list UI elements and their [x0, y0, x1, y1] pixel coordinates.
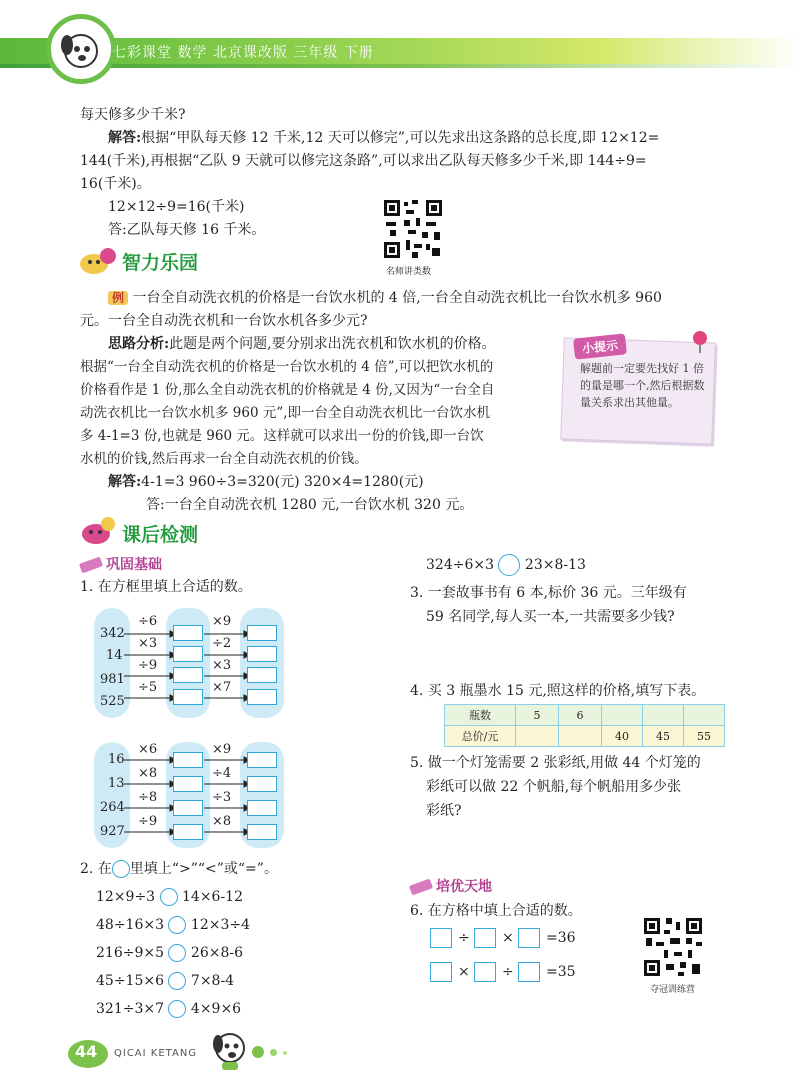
page-number: 44	[75, 1042, 98, 1061]
cell-r2-3: 40	[602, 726, 643, 747]
question-continuation: 每天修多少千米?	[80, 107, 186, 123]
d2-op1-4: ÷9	[138, 814, 158, 829]
d2-op1-2: ×8	[138, 766, 158, 781]
d2-box-a1[interactable]	[173, 752, 203, 768]
d2-box-a4[interactable]	[173, 824, 203, 840]
footer-dot-3	[283, 1051, 287, 1055]
d1-box-b3[interactable]	[247, 667, 277, 683]
cmp-top-circle[interactable]	[498, 554, 520, 576]
d1-box-b2[interactable]	[247, 646, 277, 662]
answer-label: 解答:	[108, 130, 142, 146]
cmp-5-left: 321÷3×7	[96, 1001, 164, 1017]
cell-r1-1: 5	[516, 705, 559, 726]
eq1-op-2: ×	[502, 930, 514, 946]
analysis-label: 思路分析:	[108, 336, 170, 352]
qr-code-1[interactable]	[382, 198, 444, 260]
d1-box-b4[interactable]	[247, 689, 277, 705]
d1-op2-4: ×7	[212, 680, 232, 695]
d2-box-b2[interactable]	[247, 776, 277, 792]
answer-line-2: 144(千米),再根据“乙队 9 天就可以修完这条路”,可以求出乙队每天修多少千米,即 144÷9=	[80, 153, 647, 169]
q2-text	[80, 858, 278, 880]
cell-r2-5: 55	[684, 726, 725, 747]
cmp-3-left: 216÷9×5	[96, 945, 164, 961]
q1-text: 1. 在方框里填上合适的数。	[80, 579, 252, 595]
d1-box-b1[interactable]	[247, 625, 277, 641]
zhili-icon-wrap	[78, 244, 120, 280]
zhili-answer-calc: 4-1=3 960÷3=320(元) 320×4=1280(元)	[141, 474, 424, 490]
zhili-answer-label: 解答:	[108, 474, 142, 490]
cmp-1-left: 12×9÷3	[96, 889, 156, 905]
pushpin-icon	[690, 330, 710, 358]
cmp-top-right: 23×8-13	[524, 557, 586, 573]
eq1-box-1[interactable]	[430, 928, 452, 948]
d2-num-1: 16	[108, 752, 125, 767]
q5-line-2: 彩纸可以做 22 个帆船,每个帆船用多少张	[426, 779, 682, 795]
header-title: 七彩课堂 数学 北京课改版 三年级 下册	[112, 45, 374, 61]
q2-text-b: 里填上“>”“<”或“=”。	[129, 861, 278, 877]
eq2-box-3[interactable]	[518, 962, 540, 982]
cmp-3-right: 26×8-6	[190, 945, 243, 961]
d2-op2-3: ÷3	[212, 790, 232, 805]
footer-brand: QICAI KETANG	[114, 1048, 198, 1059]
q5-line-3: 彩纸?	[426, 803, 462, 819]
q2-circle-sample	[112, 860, 130, 878]
d1-op2-3: ×3	[212, 658, 232, 673]
section-title-zhili: 智力乐园	[122, 252, 199, 274]
cell-label-total: 总价/元	[445, 726, 516, 747]
d1-op2-2: ÷2	[212, 636, 232, 651]
eq1-box-2[interactable]	[474, 928, 496, 948]
d2-num-4: 927	[100, 824, 125, 839]
cmp-row-1	[96, 886, 243, 908]
puzzle-character-icon	[78, 244, 120, 276]
cmp-5-right: 4×9×6	[190, 1001, 242, 1017]
q3-line-2: 59 名同学,每人买一本,一共需要多少钱?	[426, 609, 675, 625]
cmp-4-circle[interactable]	[168, 972, 186, 990]
eq2-box-2[interactable]	[474, 962, 496, 982]
eq2-box-1[interactable]	[430, 962, 452, 982]
d2-box-a3[interactable]	[173, 800, 203, 816]
eq1-result: =36	[546, 930, 576, 946]
d2-box-b1[interactable]	[247, 752, 277, 768]
d2-box-a2[interactable]	[173, 776, 203, 792]
eq2-op-2: ÷	[502, 964, 514, 980]
header-stripe	[0, 64, 800, 68]
d2-num-2: 13	[108, 776, 125, 791]
d1-op1-4: ÷5	[138, 680, 158, 695]
eq2-result: =35	[546, 964, 576, 980]
cmp-2-right: 12×3÷4	[190, 917, 250, 933]
cell-r2-1[interactable]	[516, 726, 559, 747]
footer-mascot	[210, 1028, 250, 1076]
q5-line-1: 5. 做一个灯笼需要 2 张彩纸,用做 44 个灯笼的	[410, 755, 701, 771]
zhili-answer-line	[108, 471, 424, 493]
tip-label: 小提示	[573, 333, 627, 359]
dog-mascot-footer-icon	[210, 1028, 250, 1072]
example-text-1: 一台全自动洗衣机的价格是一台饮水机的 4 倍,一台全自动洗衣机比一台饮水机多 960	[132, 290, 662, 306]
analysis-text-1: 此题是两个问题,要分别求出洗衣机和饮水机的价格。	[169, 336, 496, 352]
qr-icon	[382, 198, 444, 260]
cell-r2-4: 45	[643, 726, 684, 747]
cmp-row-5	[96, 998, 241, 1020]
cmp-row-2	[96, 914, 250, 936]
cmp-5-circle[interactable]	[168, 1000, 186, 1018]
d1-box-a3[interactable]	[173, 667, 203, 683]
d1-box-a2[interactable]	[173, 646, 203, 662]
d2-op1-1: ×6	[138, 742, 158, 757]
d2-num-3: 264	[100, 800, 125, 815]
sub-heading-basic: 巩固基础	[106, 557, 162, 573]
table-row-bottles	[445, 705, 725, 726]
qr-caption-2: 夺冠训练营	[650, 985, 696, 995]
d1-box-a4[interactable]	[173, 689, 203, 705]
d1-num-1: 342	[100, 626, 125, 641]
analysis-line-6: 水机的价钱,然后再求一台全自动洗衣机的价钱。	[80, 451, 368, 467]
cmp-4-left: 45÷15×6	[96, 973, 164, 989]
footer-dot-2	[270, 1049, 277, 1056]
dog-mascot-icon	[51, 19, 111, 79]
cell-r1-3[interactable]	[602, 705, 643, 726]
cell-label-bottles: 瓶数	[445, 705, 516, 726]
analysis-line-5: 多 4-1=3 份,也就是 960 元。这样就可以求出一份的价钱,即一台饮	[80, 428, 484, 444]
analysis-line-2: 根据“一台全自动洗衣机的价格是一台饮水机的 4 倍”,可以把饮水机的	[80, 359, 494, 375]
cmp-row-4	[96, 970, 234, 992]
example-tag: 例	[108, 291, 128, 305]
d2-op2-2: ÷4	[212, 766, 232, 781]
footer-dot-1	[252, 1046, 264, 1058]
cell-r2-2[interactable]	[559, 726, 602, 747]
analysis-line-4: 动洗衣机比一台饮水机多 960 元”,即一台全自动洗衣机比一台饮水机	[80, 405, 491, 421]
cmp-2-circle[interactable]	[168, 916, 186, 934]
eq1-box-3[interactable]	[518, 928, 540, 948]
d1-op1-1: ÷6	[138, 614, 158, 629]
cell-r1-5[interactable]	[684, 705, 725, 726]
q3-line-1: 3. 一套故事书有 6 本,标价 36 元。三年级有	[410, 585, 687, 601]
cmp-top-left: 324÷6×3	[426, 557, 494, 573]
analysis-line-1	[108, 333, 496, 355]
cmp-row-top	[426, 554, 586, 576]
d2-op2-1: ×9	[212, 742, 232, 757]
reply-line: 答:乙队每天修 16 千米。	[108, 222, 266, 238]
eq1-op-1: ÷	[458, 930, 470, 946]
d1-num-4: 525	[100, 694, 125, 709]
sub-heading-advanced: 培优天地	[436, 879, 492, 895]
answer-text-1: 根据“甲队每天修 12 千米,12 天可以修完”,可以先求出这条路的总长度,即 12×12=	[141, 130, 660, 146]
cmp-4-right: 7×8-4	[190, 973, 235, 989]
cmp-1-circle[interactable]	[160, 888, 178, 906]
section-title-kehou: 课后检测	[122, 524, 199, 546]
q4-text: 4. 买 3 瓶墨水 15 元,照这样的价格,填写下表。	[410, 683, 706, 699]
q6-text: 6. 在方格中填上合适的数。	[410, 903, 582, 919]
qr-icon-2	[642, 916, 704, 978]
calc-line: 12×12÷9=16(千米)	[108, 199, 245, 215]
d1-num-2: 14	[106, 648, 123, 663]
d2-box-b3[interactable]	[247, 800, 277, 816]
table-row-total	[445, 726, 725, 747]
zhili-reply: 答:一台全自动洗衣机 1280 元,一台饮水机 320 元。	[146, 497, 474, 513]
eq2-op-1: ×	[458, 964, 470, 980]
d1-num-3: 981	[100, 672, 125, 687]
cell-r1-4[interactable]	[643, 705, 684, 726]
d1-op2-1: ×9	[212, 614, 232, 629]
example-line-2: 元。一台全自动洗衣机和一台饮水机各多少元?	[80, 313, 368, 329]
cell-r1-2: 6	[559, 705, 602, 726]
character-icon	[78, 514, 120, 546]
price-table	[444, 704, 725, 747]
cmp-row-3	[96, 942, 243, 964]
kehou-icon-wrap	[78, 514, 120, 550]
cmp-2-left: 48÷16×3	[96, 917, 164, 933]
d2-op2-4: ×8	[212, 814, 232, 829]
answer-line-3: 16(千米)。	[80, 176, 151, 192]
analysis-line-3: 价格看作是 1 份,那么全自动洗衣机的价格就是 4 份,又因为“一台全自	[80, 382, 495, 398]
q2-text-a: 2. 在	[80, 861, 112, 877]
qr-caption-1: 名师讲类数	[386, 267, 432, 277]
d2-op1-3: ÷8	[138, 790, 158, 805]
pencil-icon	[79, 557, 103, 574]
pencil-icon-2	[409, 879, 433, 896]
d2-box-b4[interactable]	[247, 824, 277, 840]
qr-code-2[interactable]	[642, 916, 704, 978]
example-line-1	[108, 287, 662, 309]
cmp-3-circle[interactable]	[168, 944, 186, 962]
answer-line-1	[108, 127, 659, 149]
cmp-1-right: 14×6-12	[182, 889, 243, 905]
d1-op1-2: ×3	[138, 636, 158, 651]
d1-box-a1[interactable]	[173, 625, 203, 641]
mascot-logo	[46, 14, 116, 84]
d1-op1-3: ÷9	[138, 658, 158, 673]
tip-text: 解题前一定要先找好 1 倍的量是哪一个,然后根据数量关系求出其他量。	[580, 362, 705, 409]
